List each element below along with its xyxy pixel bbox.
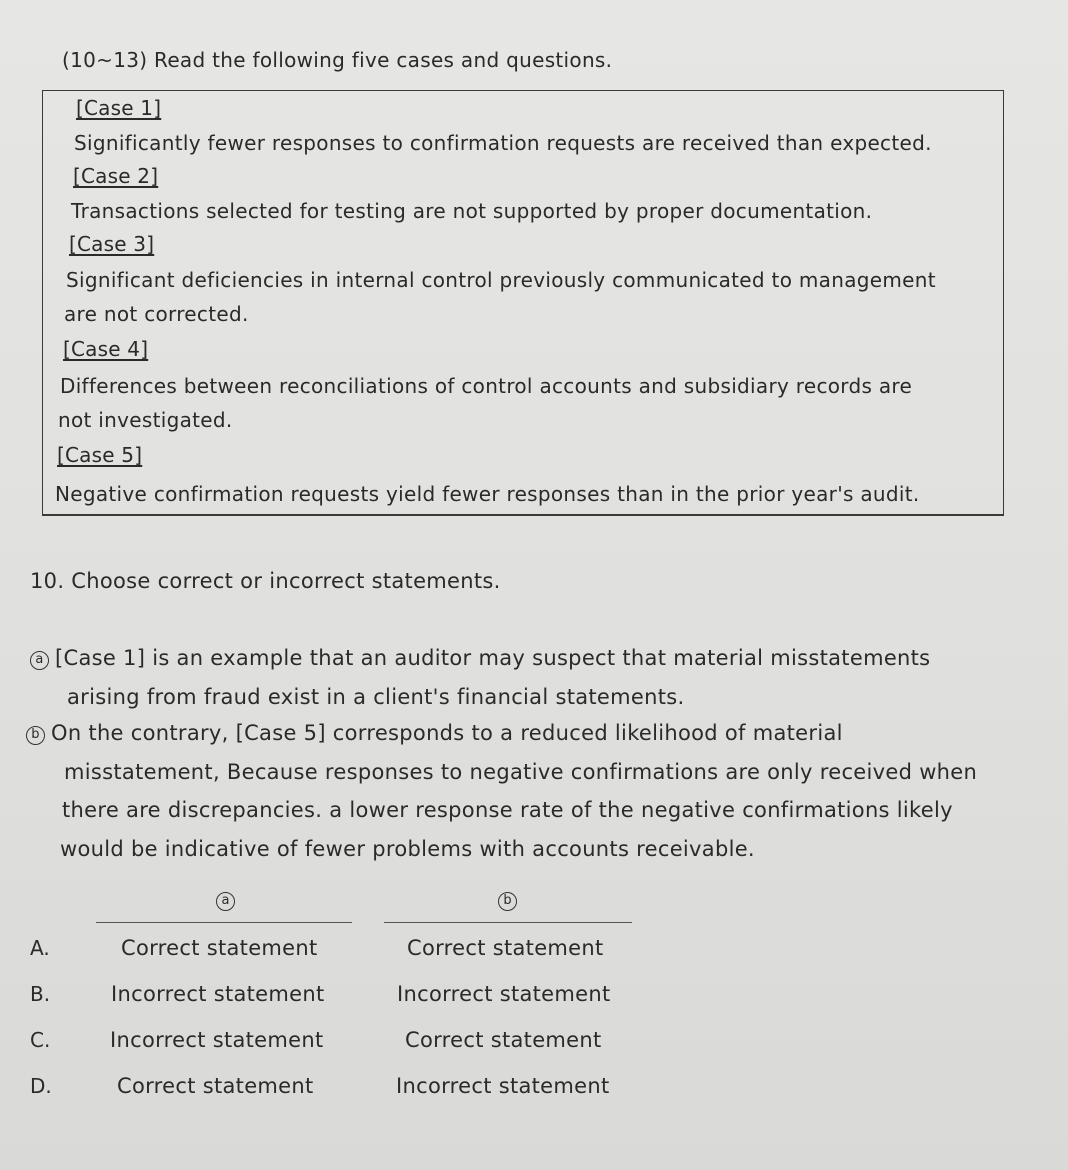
statement-b-line-1 [26,721,843,745]
option-b-letter: B. [30,982,51,1006]
column-header-a [216,892,235,911]
option-c-col-b: Correct statement [405,1028,602,1052]
case-1-text: Significantly fewer responses to confirmation requests are received than expected. [74,131,932,155]
circled-a-marker: a [30,651,49,670]
option-a-letter: A. [30,936,50,960]
option-a-col-a: Correct statement [121,936,318,960]
option-d-col-a: Correct statement [117,1074,314,1098]
option-d-letter: D. [30,1074,52,1098]
column-a-rule [96,922,352,923]
case-4-tag: [Case 4] [63,337,149,361]
option-b-col-a: Incorrect statement [111,982,325,1006]
statement-b-line-4: would be indicative of fewer problems with accounts receivable. [60,837,755,861]
statement-a-line-1 [30,646,930,670]
section-heading: (10~13) Read the following five cases and questions. [62,48,613,72]
column-a-marker: a [216,892,235,911]
option-c-col-a: Incorrect statement [110,1028,324,1052]
statement-b-text-1: On the contrary, [Case 5] corresponds to a reduced likelihood of material [51,721,843,745]
case-2-text: Transactions selected for testing are not supported by proper documentation. [71,199,873,223]
column-b-marker: b [498,892,517,911]
column-b-rule [384,922,632,923]
statement-b-line-3: there are discrepancies. a lower response rate of the negative confirmations likely [62,798,953,822]
circled-b-marker: b [26,726,45,745]
case-3-text-line-1: Significant deficiencies in internal control previously communicated to management [66,268,936,292]
column-header-b [498,892,517,911]
case-4-text-line-2: not investigated. [58,408,233,432]
case-3-tag: [Case 3] [69,232,155,256]
option-a-col-b: Correct statement [407,936,604,960]
option-c-letter: C. [30,1028,51,1052]
question-10: 10. Choose correct or incorrect statements. [30,569,501,593]
case-3-text-line-2: are not corrected. [64,302,249,326]
statement-a-line-2: arising from fraud exist in a client's financial statements. [67,685,685,709]
statement-b-line-2: misstatement, Because responses to negative confirmations are only received when [64,760,978,784]
option-d-col-b: Incorrect statement [396,1074,610,1098]
case-4-text-line-1: Differences between reconciliations of control accounts and subsidiary records are [60,374,913,398]
case-5-tag: [Case 5] [57,443,143,467]
case-2-tag: [Case 2] [73,164,159,188]
case-5-text: Negative confirmation requests yield fewer responses than in the prior year's audit. [55,482,920,506]
option-b-col-b: Incorrect statement [397,982,611,1006]
statement-a-text-1: [Case 1] is an example that an auditor may suspect that material misstatements [55,646,931,670]
case-1-tag: [Case 1] [76,96,162,120]
